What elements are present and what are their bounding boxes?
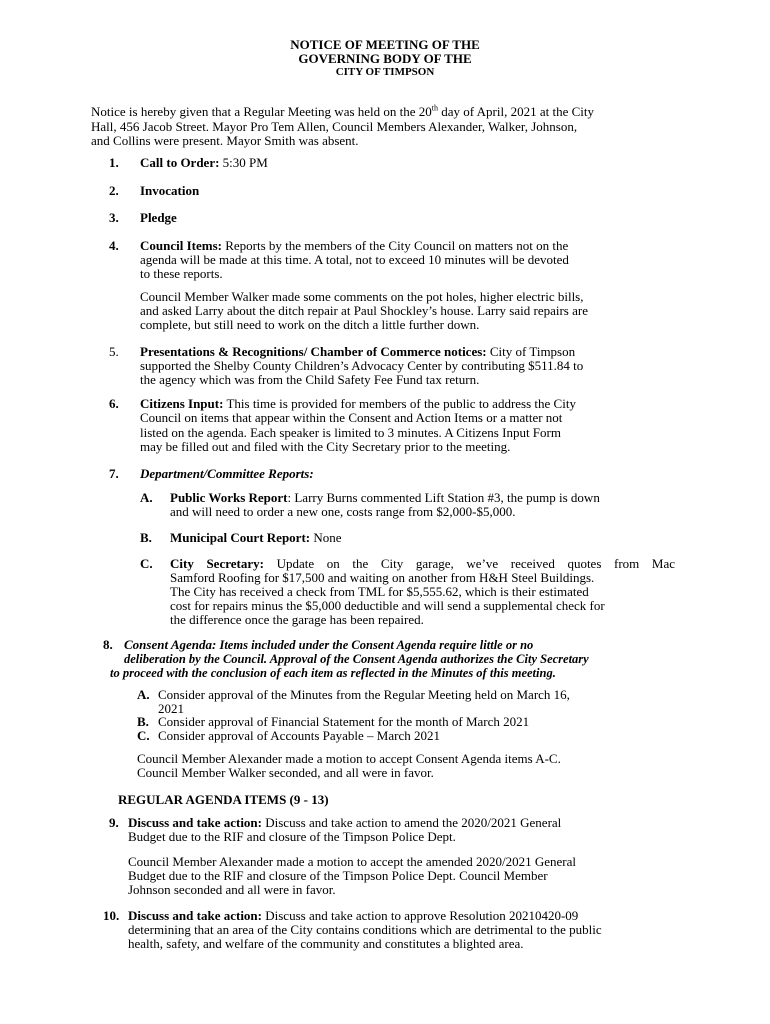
subtitle: CITY OF TIMPSON bbox=[335, 66, 435, 78]
item-7c-label: City Secretary: bbox=[170, 556, 264, 571]
item-4-p2-line-1: Council Member Walker made some comments on the pot holes, higher electric bills, bbox=[140, 289, 584, 304]
item-5-number: 5. bbox=[109, 344, 119, 359]
item-7c-line-5: the difference once the garage has been repaired. bbox=[170, 612, 424, 627]
item-4-number: 4. bbox=[109, 238, 119, 253]
item-1-label: Call to Order: bbox=[140, 155, 220, 170]
item-5-line-1-text: City of Timpson bbox=[489, 344, 576, 359]
item-4-line-1-text: Reports by the members of the City Council on matters not on the bbox=[225, 238, 569, 253]
item-10-number: 10. bbox=[103, 908, 120, 923]
item-8-line-3: to proceed with the conclusion of each item as reflected in the Minutes of this meeting. bbox=[110, 666, 556, 680]
item-8a-letter: A. bbox=[137, 687, 150, 702]
item-10-line-1-text: Discuss and take action to approve Resolution 20210420-09 bbox=[265, 908, 579, 923]
item-6-line-4: may be filled out and filed with the City Secretary prior to the meeting. bbox=[140, 439, 511, 454]
item-7b-label: Municipal Court Report: bbox=[170, 530, 311, 545]
item-4-line-1 bbox=[140, 239, 568, 253]
item-7a-letter: A. bbox=[140, 490, 153, 505]
item-3-number: 3. bbox=[109, 210, 119, 225]
item-7b-line bbox=[170, 531, 342, 545]
title-line-2: GOVERNING BODY OF THE bbox=[298, 51, 472, 66]
item-7a-line-1-text: : Larry Burns commented Lift Station #3, the pump is down bbox=[287, 490, 600, 505]
item-8-line-1 bbox=[124, 638, 533, 652]
item-6-line-3: listed on the agenda. Each speaker is limited to 3 minutes. A Citizens Input Form bbox=[140, 425, 561, 440]
item-8-motion-line-2: Council Member Walker seconded, and all were in favor. bbox=[137, 765, 434, 780]
item-7-number: 7. bbox=[109, 466, 119, 481]
item-5-line-3: the agency which was from the Child Safety Fee Fund tax return. bbox=[140, 372, 480, 387]
item-8c-letter: C. bbox=[137, 728, 150, 743]
item-6-label: Citizens Input: bbox=[140, 396, 224, 411]
item-7c-line-2: Samford Roofing for $17,500 and waiting on another from H&H Steel Buildings. bbox=[170, 570, 595, 585]
item-7a-line-1 bbox=[170, 491, 600, 505]
item-7a-line-2: and will need to order a new one, costs range from $2,000-$5,000. bbox=[170, 504, 516, 519]
item-6-line-2: Council on items that appear within the Consent and Action Items or a matter not bbox=[140, 410, 563, 425]
item-4-p2-line-2: and asked Larry about the ditch repair at Paul Shockley’s house. Larry said repairs are bbox=[140, 303, 588, 318]
item-4-line-3: to these reports. bbox=[140, 266, 223, 281]
intro-line-2: Hall, 456 Jacob Street. Mayor Pro Tem Allen, Council Members Alexander, Walker, Johnson, bbox=[91, 119, 578, 134]
item-1-number: 1. bbox=[109, 155, 119, 170]
item-10-label: Discuss and take action: bbox=[128, 908, 262, 923]
item-2-number: 2. bbox=[109, 183, 119, 198]
item-8a-line-2: 2021 bbox=[158, 701, 184, 716]
item-8-label: Consent Agenda: bbox=[124, 637, 217, 652]
item-4-p2-line-3: complete, but still need to work on the ditch a little further down. bbox=[140, 317, 480, 332]
item-4-label: Council Items: bbox=[140, 238, 222, 253]
intro-line-1-a: Notice is hereby given that a Regular Meeting was held on the 20 bbox=[91, 104, 432, 119]
item-9-line-1 bbox=[128, 816, 561, 830]
item-9-p2-line-2: Budget due to the RIF and closure of the Timpson Police Dept. Council Member bbox=[128, 868, 548, 883]
intro-line-1-b: day of April, 2021 at the City bbox=[438, 104, 595, 119]
intro-line-3: and Collins were present. Mayor Smith was absent. bbox=[91, 133, 359, 148]
item-7b-text: None bbox=[313, 530, 342, 545]
title-line-1: NOTICE OF MEETING OF THE bbox=[290, 37, 480, 52]
intro-line-1-sup: th bbox=[431, 103, 439, 113]
item-10-line-1 bbox=[128, 909, 578, 923]
item-9-line-1-text: Discuss and take action to amend the 2020/2021 General bbox=[265, 815, 562, 830]
item-8-line-1-text: Items included under the Consent Agenda require little or no bbox=[219, 638, 534, 652]
item-7-label: Department/Committee Reports: bbox=[140, 466, 314, 481]
item-8-line-2: deliberation by the Council. Approval of the Consent Agenda authorizes the City Secretary bbox=[124, 652, 589, 666]
item-9-line-2: Budget due to the RIF and closure of the Timpson Police Dept. bbox=[128, 829, 456, 844]
item-7c-line-4: cost for repairs minus the $5,000 deductible and will send a supplemental check for bbox=[170, 598, 605, 613]
item-8a-line-1: Consider approval of the Minutes from the Regular Meeting held on March 16, bbox=[158, 687, 570, 702]
item-7c-line-3: The City has received a check from TML for $5,555.62, which is their estimated bbox=[170, 584, 589, 599]
item-6-number: 6. bbox=[109, 396, 119, 411]
item-8c-text: Consider approval of Accounts Payable – March 2021 bbox=[158, 728, 440, 743]
item-9-label: Discuss and take action: bbox=[128, 815, 262, 830]
item-7c-line-1 bbox=[170, 557, 675, 571]
item-2-label: Invocation bbox=[140, 183, 200, 198]
item-9-p2-line-3: Johnson seconded and all were in favor. bbox=[128, 882, 336, 897]
item-9-p2-line-1: Council Member Alexander made a motion to accept the amended 2020/2021 General bbox=[128, 854, 576, 869]
item-6-line-1-text: This time is provided for members of the public to address the City bbox=[226, 396, 576, 411]
item-10-line-2: determining that an area of the City contains conditions which are detrimental to the public bbox=[128, 922, 602, 937]
item-8b-text: Consider approval of Financial Statement for the month of March 2021 bbox=[158, 714, 530, 729]
item-8-motion-line-1: Council Member Alexander made a motion to accept Consent Agenda items A-C. bbox=[137, 751, 561, 766]
item-4-line-2: agenda will be made at this time. A total, not to exceed 10 minutes will be devoted bbox=[140, 252, 569, 267]
item-7a-label: Public Works Report bbox=[170, 490, 288, 505]
item-8b-letter: B. bbox=[137, 714, 149, 729]
item-7c-letter: C. bbox=[140, 556, 153, 571]
item-3-label: Pledge bbox=[140, 210, 177, 225]
item-8-number: 8. bbox=[103, 637, 113, 652]
regular-agenda-heading: REGULAR AGENDA ITEMS (9 - 13) bbox=[118, 792, 329, 807]
item-7c-line-1-text: Update on the City garage, we’ve received quotes from Mac bbox=[276, 556, 675, 571]
item-6-line-1 bbox=[140, 397, 576, 411]
item-10-line-3: health, safety, and welfare of the community and constitutes a blighted area. bbox=[128, 936, 524, 951]
intro-line-1 bbox=[91, 105, 594, 119]
item-5-line-1 bbox=[140, 345, 575, 359]
item-5-line-2: supported the Shelby County Children’s Advocacy Center by contributing $511.84 to bbox=[140, 358, 584, 373]
item-9-number: 9. bbox=[109, 815, 119, 830]
item-1-text: 5:30 PM bbox=[222, 155, 268, 170]
item-7b-letter: B. bbox=[140, 530, 152, 545]
item-1 bbox=[140, 156, 268, 170]
item-5-label: Presentations & Recognitions/ Chamber of Commerce notices: bbox=[140, 344, 487, 359]
